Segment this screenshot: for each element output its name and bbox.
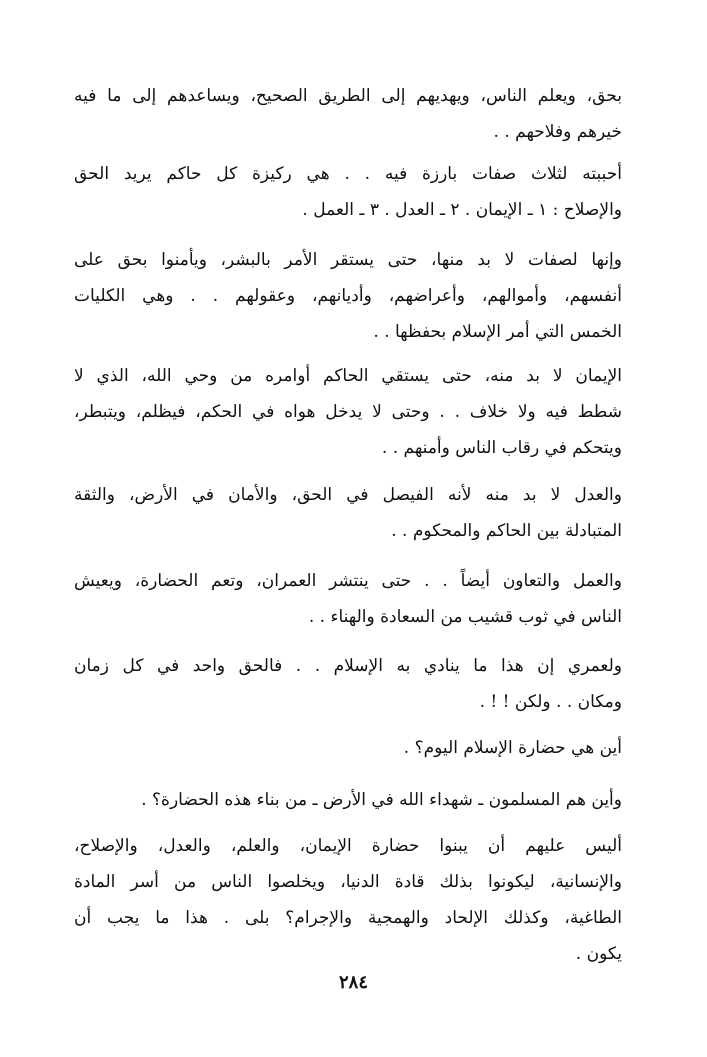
text-line: والعمل والتعاون أيضاً . . حتى ينتشر العمران، وتعم الحضارة، ويعيش: [74, 571, 622, 591]
text-line: الخمس التي أمر الإسلام بحفظها . .: [373, 322, 622, 342]
paragraph: [74, 477, 622, 549]
paragraph: [74, 358, 622, 466]
text-line: الطاغية، وكذلك الإلحاد والهمجية والإجرام؟ بلى . هذا ما يجب أن: [74, 908, 622, 928]
text-line: ولعمري إن هذا ما ينادي به الإسلام . . فالحق واحد في كل زمان: [74, 656, 622, 676]
text-line: أليس عليهم أن يبنوا حضارة الإيمان، والعلم، والعدل، والإصلاح،: [74, 836, 622, 856]
text-line: وإنها لصفات لا بد منها، حتى يستقر الأمر بالبشر، ويأمنوا بحق على: [74, 250, 622, 270]
paragraph: [74, 156, 622, 228]
text-line: والعدل لا بد منه لأنه الفيصل في الحق، والأمان في الأرض، والثقة: [74, 485, 622, 505]
text-line: خيرهم وفلاحهم . .: [493, 122, 622, 142]
text-line: يكون .: [575, 944, 622, 964]
text-line: المتبادلة بين الحاكم والمحكوم . .: [391, 521, 622, 541]
paragraph: [74, 730, 622, 766]
text-line: شطط فيه ولا خلاف . . وحتى لا يدخل هواه في الحكم، فيظلم، ويتبطر،: [74, 402, 622, 422]
text-line: والإصلاح : ١ ـ الإيمان . ٢ ـ العدل . ٣ ـ العمل .: [302, 200, 622, 220]
text-line: الناس في ثوب قشيب من السعادة والهناء . .: [308, 607, 622, 627]
text-line: وأين هم المسلمون ـ شهداء الله في الأرض ـ من بناء هذه الحضارة؟ .: [141, 790, 622, 810]
paragraph: [74, 242, 622, 350]
text-line: ومكان . . ولكن ! ! .: [479, 692, 622, 712]
text-line: الإيمان لا بد منه، حتى يستقي الحاكم أوامره من وحي الله، الذي لا: [74, 366, 622, 386]
page-number: ٢٨٤: [338, 972, 368, 993]
paragraph: [74, 78, 622, 150]
text-line: ويتحكم في رقاب الناس وأمنهم . .: [381, 438, 622, 458]
text-line: بحق، ويعلم الناس، ويهديهم إلى الطريق الصحيح، ويساعدهم إلى ما فيه: [74, 86, 622, 106]
text-line: أنفسهم، وأموالهم، وأعراضهم، وأديانهم، وعقولهم . . وهي الكليات: [74, 286, 622, 306]
paragraph: [74, 648, 622, 720]
paragraph: [74, 782, 622, 818]
text-line: أين هي حضارة الإسلام اليوم؟ .: [403, 738, 622, 758]
paragraph: [74, 563, 622, 635]
paragraph: [74, 828, 622, 972]
text-line: والإنسانية، ليكونوا بذلك قادة الدنيا، ويخلصوا الناس من أسر المادة: [74, 872, 622, 892]
text-line: أحببته لثلاث صفات بارزة فيه . . هي ركيزة كل حاكم يريد الحق: [74, 164, 622, 184]
